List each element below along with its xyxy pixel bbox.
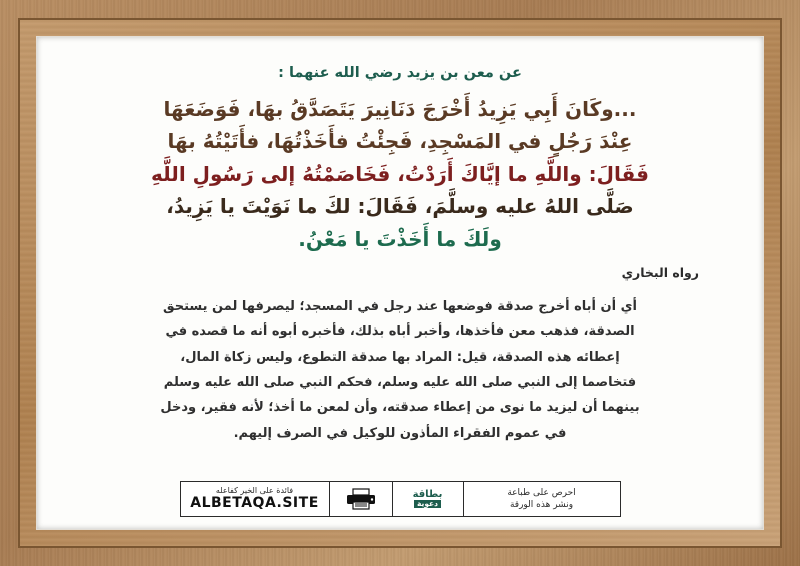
hadith-text: [77, 93, 723, 255]
explanation-text: [89, 294, 711, 446]
hadith-line-3: فَقَالَ: واللَّهِ ما إيَّاكَ أَرَدْتُ، فَخَاصَمْتُهُ إلى رَسُولِ اللَّهِ: [151, 161, 649, 186]
explanation-line-3: إعطائه هذه الصدقة، قيل: المراد بها صدقة التطوع، وليس زكاة المال،: [180, 349, 620, 365]
site-brand[interactable]: [181, 482, 329, 516]
hadith-line-5: ولَكَ ما أَخَذْتَ يا مَعْنُ.: [298, 226, 502, 251]
hadith-line-1: ...وكَانَ أَبِي يَزِيدُ أَخْرَجَ دَنَانِيرَ يَتَصَدَّقُ بهَا، فَوَضَعَهَا: [163, 97, 637, 121]
explanation-line-2: الصدقة، فذهب معن فأخذها، وأخبر أباه بذلك، فأخبره أبوه أنه ما قصده في: [165, 324, 635, 340]
hadith-source: رواه البخاري: [621, 264, 699, 280]
narrator-line: عن معن بن يزيد رضي الله عنهما :: [278, 65, 522, 81]
logo-line-1: بطاقة: [412, 488, 443, 500]
site-url[interactable]: ALBETAQA.SITE: [190, 494, 319, 511]
print-note-line-2: ونشر هذه الورقة: [509, 500, 574, 510]
albetaqa-logo: [392, 482, 463, 516]
footer-bar: [71, 481, 729, 521]
explanation-line-6: في عموم الفقراء المأذون للوكيل في الصرف إليهم.: [233, 425, 567, 441]
poster-inner-frame: [18, 18, 782, 548]
printer-icon: [329, 482, 392, 516]
hadith-line-4: صَلَّى اللهُ عليه وسلَّمَ، فَقَالَ: لكَ ما نَوَيْتَ يا يَزِيدُ،: [166, 194, 634, 219]
poster-paper: [36, 36, 764, 530]
logo-line-2: دعوية: [414, 500, 441, 508]
explanation-line-4: فتخاصما إلى النبي صلى الله عليه وسلم، فحكم النبي صلى الله عليه وسلم: [163, 374, 637, 390]
footer-box: [180, 481, 621, 517]
print-note-line-1: احرص على طباعة: [507, 487, 576, 498]
explanation-line-1: أي أن أباه أخرج صدقة فوضعها عند رجل في المسجد؛ ليصرفها لمن يستحق: [163, 298, 637, 314]
explanation-line-5: بينهما أن ليزيد ما نوى من إعطاء صدقته، وأن لمعن ما أخذ؛ لأنه فقير، ودخل: [160, 400, 640, 416]
footer-print-note: [463, 482, 620, 516]
site-tagline: فائدة على الخير كفاعله: [215, 485, 294, 495]
hadith-line-2: عِنْدَ رَجُلٍ في المَسْجِدِ، فَجِئْتُ فأَخَذْتُهَا، فأَتَيْتُهُ بهَا: [167, 129, 633, 154]
